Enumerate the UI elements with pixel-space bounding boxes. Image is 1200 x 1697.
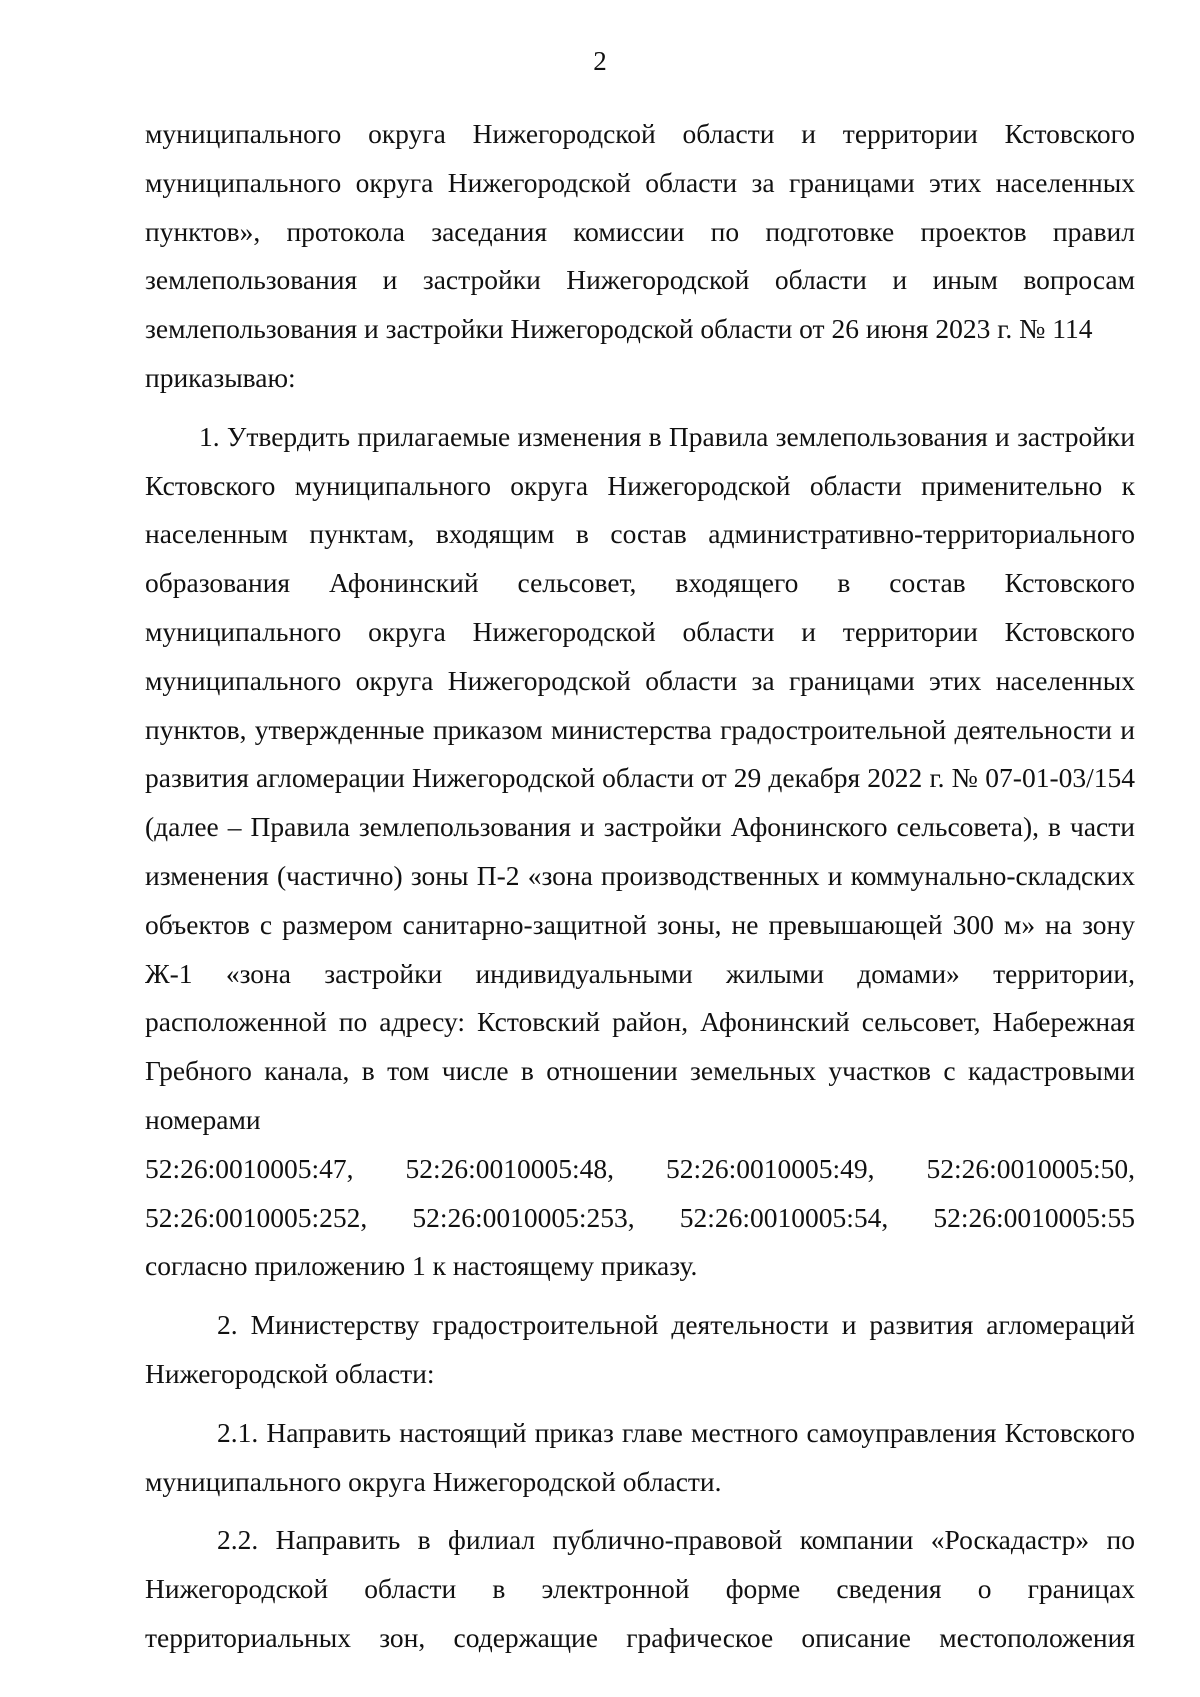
cadastral-number: 52:26:0010005:253, [412,1201,635,1233]
cadastral-number: 52:26:0010005:47, [145,1152,354,1184]
cadastral-number: 52:26:0010005:48, [405,1152,615,1184]
item-2-2-paragraph: 2.2. Направить в филиал публично-правовой компании «Роскадастр» по Нижегородской области в электронной форме сведения о границах территориальных зон, содержащие графическое описание местоположения [145,1524,1135,1653]
cadastral-numbers-row-2 [145,1194,1135,1243]
cadastral-numbers-row-1 [145,1145,1135,1194]
item-1-paragraph: 1. Утвердить прилагаемые изменения в Правила землепользования и застройки Кстовского муниципального округа Нижегородской области применительно к населенным пунктам, входящим в состав административно-территориального образования Афонинский сельсовет, входящего в состав Кстовского муниципального округа Нижегородской области и территории Кстовского муниципального округа Нижегородской области за границами этих населенных пунктов, утвержденные приказом министерства градостроительной деятельности и развития агломерации Нижегородской области от 29 декабря 2022 г. № 07-01-03/154 (далее – Правила землепользования и застройки Афонинского сельсовета), в части изменения (частично) зоны П-2 «зона производственных и коммунально-складских объектов с размером санитарно-защитной зоны, не превышающей 300 м» на зону Ж-1 «зона застройки индивидуальными жилыми домами» территории, расположенной по адресу: Кстовский район, Афонинский сельсовет, Набережная Гребного канала, в том числе в отношении земельных участков с кадастровыми номерами [145,420,1135,1135]
item-2-1-paragraph: 2.1. Направить настоящий приказ главе местного самоуправления Кстовского муниципального округа Нижегородской области. [145,1416,1135,1497]
cadastral-number: 52:26:0010005:252, [145,1201,368,1233]
cadastral-number: 52:26:0010005:55 [933,1201,1135,1233]
item-1-ending: согласно приложению 1 к настоящему приказу. [145,1250,698,1282]
cadastral-number: 52:26:0010005:54, [679,1201,889,1233]
document-body [145,110,1135,1663]
intro-paragraph: муниципального округа Нижегородской области и территории Кстовского муниципального округа Нижегородской области за границами этих населенных пунктов», протокола заседания комиссии по подготовке проектов правил землепользования и застройки Нижегородской области и иным вопросам землепользования и застройки Нижегородской области от 26 июня 2023 г. № 114 [145,118,1135,345]
order-word: приказываю: [145,361,296,393]
page-number: 2 [593,46,607,76]
item-2-paragraph: 2. Министерству градостроительной деятельности и развития агломераций Нижегородской области: [145,1309,1135,1389]
cadastral-number: 52:26:0010005:49, [665,1152,875,1184]
cadastral-number: 52:26:0010005:50, [926,1152,1135,1184]
